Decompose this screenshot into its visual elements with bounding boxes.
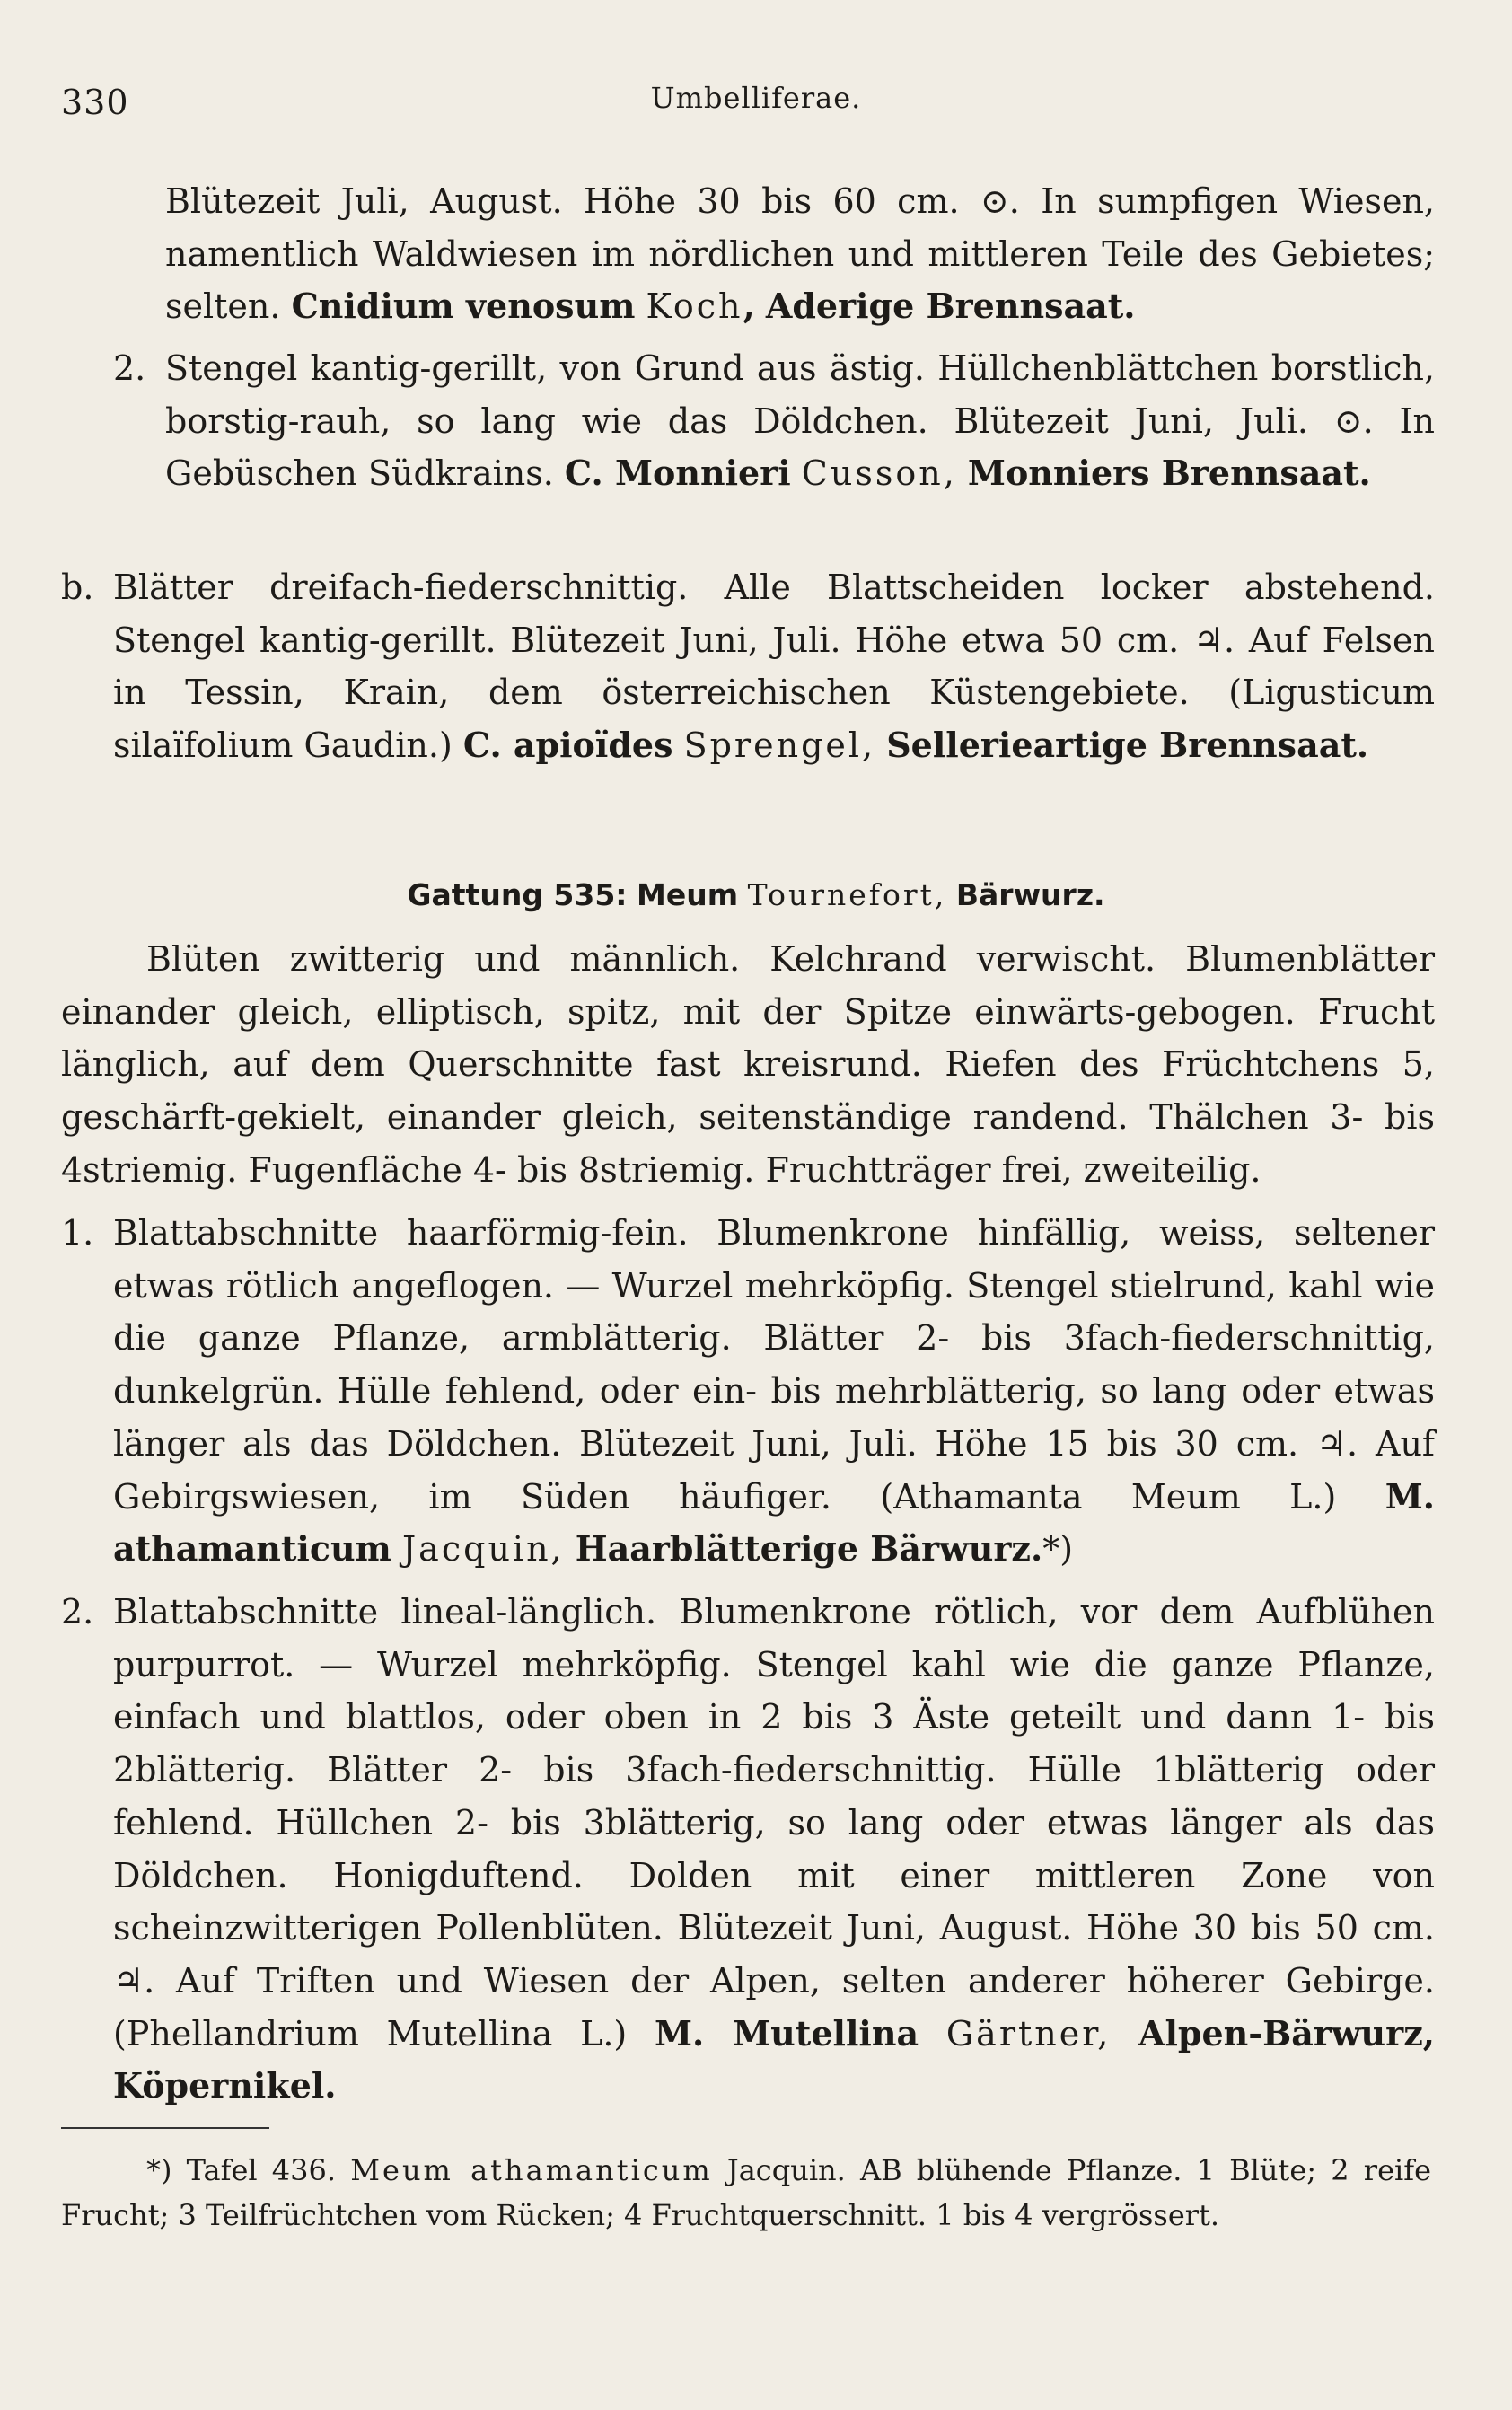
taxon-name: C. apioïdes [462, 725, 673, 766]
genus-description: Blüten zwitterig und männlich. Kelchrand verwischt. Blumenblätter einander gleich, elliptisch, spitz, mit der Spitze einwärts-gebogen. Frucht länglich, auf dem Querschnitte fast kreisrund. Riefen des Früchtchens 5, geschärft-gekielt, einander gleich, seitenständige randend. Thälchen 3- bis 4striemig. Fugenfläche 4- bis 8striemig. Fruchtträger frei, zweiteilig. [61, 939, 1435, 1190]
item-letter: b. [61, 567, 94, 607]
species-number: 2. [61, 1592, 94, 1632]
paragraph-cnidium-monnieri [165, 342, 1435, 500]
footnote-rule [61, 2127, 269, 2129]
genus-name: Meum [637, 877, 739, 912]
footnote-mark: *) Tafel 436. [146, 2153, 337, 2187]
common-name: Sellerieartige Brennsaat. [886, 725, 1369, 766]
item-number: 2. [113, 348, 146, 388]
footnote-text: Jacquin. AB blühende Pflanze. 1 Blüte; 2 reife Frucht; 3 Teilfrüchtchen vom Rücken; 4 Fruchtquerschnitt. 1 bis 4 vergrössert. [61, 2153, 1432, 2232]
description-text: Blätter dreifach-fiederschnittig. Alle Blattscheiden locker abstehend. Stengel kantig-gerillt. Blütezeit Juni, Juli. Höhe etwa 50 cm. ♃. Auf Felsen in Tessin, Krain, dem österreichischen Küstengebiete. (Ligusticum silaïfolium Gaudin.) [113, 567, 1435, 766]
description-text: Blütezeit Juli, August. Höhe 30 bis 60 cm. ⊙. In sumpfigen Wiesen, namentlich Waldwiesen im nördlichen und mittleren Teile des Gebietes; selten. [165, 181, 1435, 327]
genus-heading [0, 869, 1512, 921]
description-text: Stengel kantig-gerillt, von Grund aus ästig. Hüllchenblättchen borstlich, borstig-rauh, so lang wie das Döldchen. Blütezeit Juni, Juli. ⊙. In Gebüschen Südkrains. [165, 348, 1435, 494]
taxon-author: Gärtner, [945, 2013, 1112, 2054]
taxon-author: Cusson, [801, 453, 957, 494]
genus-author: Tournefort, [747, 877, 947, 912]
taxon-author: Jacquin, [401, 1529, 565, 1570]
taxon-author: Sprengel, [683, 726, 876, 766]
footnote-species: Meum athamanticum [350, 2153, 713, 2187]
running-title: Umbelliferae. [650, 81, 862, 115]
taxon-name: C. Monnieri [564, 453, 791, 494]
paragraph-meum-mutellina [113, 1586, 1435, 2113]
common-name: Alpen-Bärwurz, Köpernikel. [113, 2012, 1436, 2107]
common-name: Haarblätterige Bärwurz. [575, 1528, 1043, 1570]
taxon-name: M. athamanticum [113, 1475, 1435, 1570]
genus-prefix: Gattung 535: [407, 877, 628, 912]
taxon-name: M. Mutellina [654, 2012, 919, 2054]
description-text: Blattabschnitte lineal-länglich. Blumenkrone rötlich, vor dem Aufblühen purpurrot. — Wurzel mehrköpfig. Stengel kahl wie die ganze Pflanze, einfach und blattlos, oder oben in 2 bis 3 Äste geteilt und dann 1- bis 2blätterig. Blätter 2- bis 3fach-fiederschnittig. Hülle 1blätterig oder fehlend. Hüllchen 2- bis 3blätterig, so lang oder etwas länger als das Döldchen. Honigduftend. Dolden mit einer mittleren Zone von scheinzwitterigen Pollenblüten. Blütezeit Juni, August. Höhe 30 bis 50 cm. ♃. Auf Triften und Wiesen der Alpen, selten anderer höherer Gebirge. (Phellandrium Mutellina L.) [113, 1592, 1435, 2054]
common-name: Monniers Brennsaat. [967, 453, 1371, 494]
paragraph-cnidium-venosum: Blütezeit Juli, August. Höhe 30 bis 60 cm. ⊙. In sumpfigen Wiesen, namentlich Waldwiesen im nördlichen und mittleren Teile des Gebietes; selten. Cnidium venosum Koch, Aderige Brennsaat. [165, 181, 1435, 327]
paragraph-cnidium-apioides [113, 561, 1435, 772]
common-name: Aderige Brennsaat. [765, 286, 1136, 327]
paragraph-meum-athamanticum [113, 1207, 1435, 1576]
page-number: 330 [61, 83, 129, 122]
genus-common-name: Bärwurz. [955, 877, 1105, 912]
taxon-name: Cnidium venosum [291, 286, 636, 327]
footnote [61, 2148, 1431, 2238]
taxon-author: Koch [646, 286, 743, 327]
footnote-marker: *) [1042, 1529, 1074, 1570]
species-number: 1. [61, 1213, 94, 1253]
description-text: Blattabschnitte haarförmig-fein. Blumenkrone hinfällig, weiss, seltener etwas rötlich angeflogen. — Wurzel mehrköpfig. Stengel stielrund, kahl wie die ganze Pflanze, armblätterig. Blätter 2- bis 3fach-fiederschnittig, dunkelgrün. Hülle fehlend, oder ein- bis mehrblätterig, so lang oder etwas länger als das Döldchen. Blütezeit Juni, Juli. Höhe 15 bis 30 cm. ♃. Auf Gebirgswiesen, im Süden häufiger. (Athamanta Meum L.) [113, 1213, 1435, 1517]
